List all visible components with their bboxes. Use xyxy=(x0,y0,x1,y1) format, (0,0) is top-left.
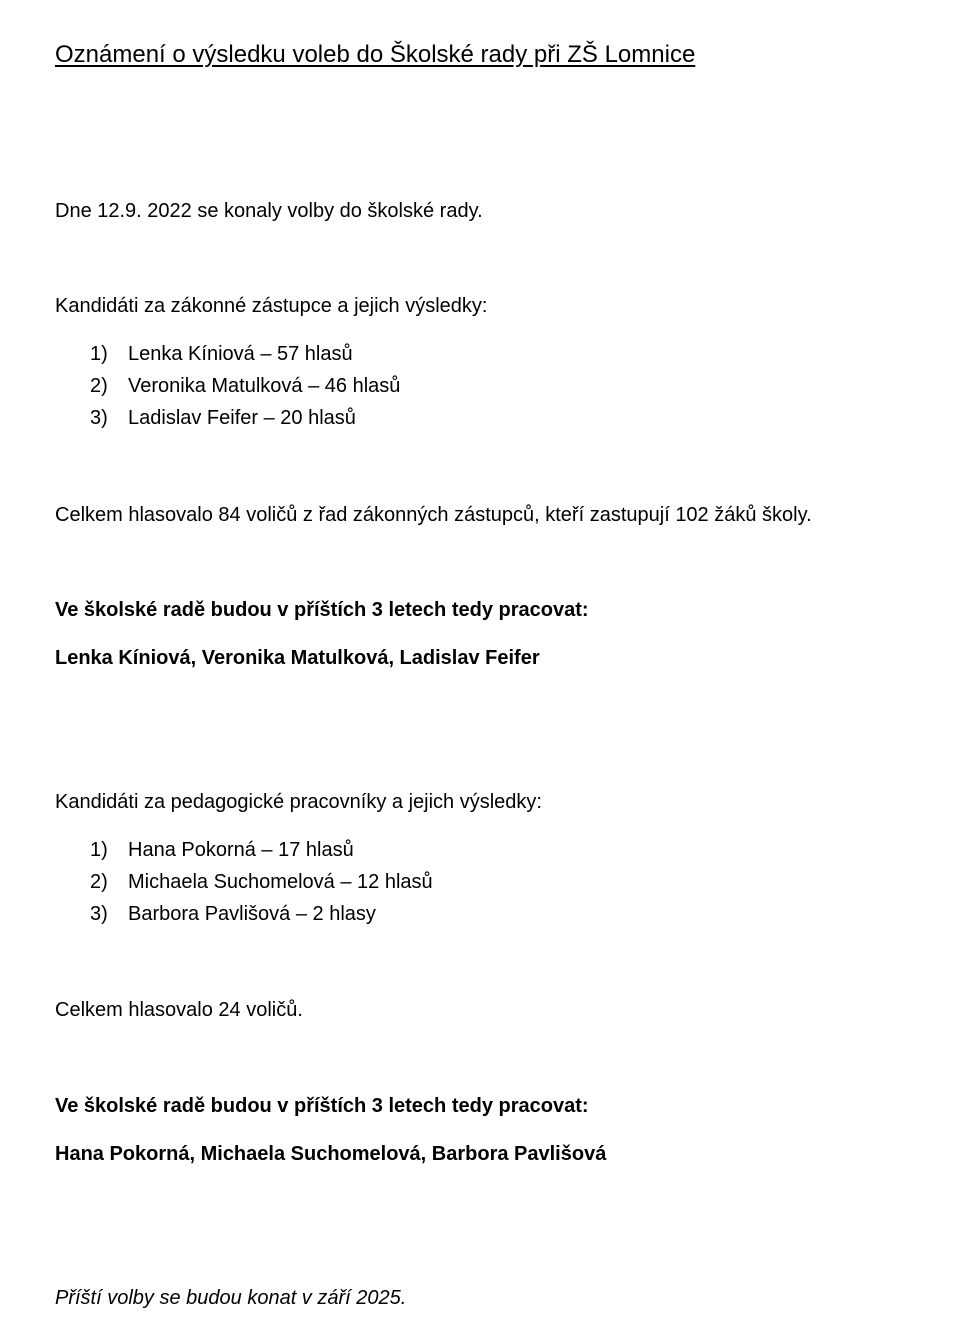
list-number: 2) xyxy=(90,375,108,397)
list-item xyxy=(90,405,356,431)
candidate-result: Barbora Pavlišová – 2 hlasy xyxy=(128,903,376,925)
list-number: 2) xyxy=(90,871,108,893)
list-number: 1) xyxy=(90,839,108,861)
list-item xyxy=(90,341,353,367)
page-title: Oznámení o výsledku voleb do Školské rady při ZŠ Lomnice xyxy=(55,41,696,68)
list-item xyxy=(90,869,433,895)
list-item xyxy=(90,373,400,399)
teachers-elected: Hana Pokorná, Michaela Suchomelová, Barbora Pavlišová xyxy=(55,1143,607,1165)
teachers-total: Celkem hlasovalo 24 voličů. xyxy=(55,999,303,1021)
footer-note: Příští volby se budou konat v září 2025. xyxy=(55,1287,407,1309)
candidate-result: Hana Pokorná – 17 hlasů xyxy=(128,839,354,861)
intro-text: Dne 12.9. 2022 se konaly volby do školské rady. xyxy=(55,200,483,222)
candidate-result: Lenka Kíniová – 57 hlasů xyxy=(128,343,353,365)
list-item xyxy=(90,837,354,863)
parents-result-heading: Ve školské radě budou v příštích 3 letech tedy pracovat: xyxy=(55,599,589,621)
list-number: 3) xyxy=(90,407,108,429)
parents-elected: Lenka Kíniová, Veronika Matulková, Ladislav Feifer xyxy=(55,647,540,669)
teachers-result-heading: Ve školské radě budou v příštích 3 letech tedy pracovat: xyxy=(55,1095,589,1117)
list-item xyxy=(90,901,376,927)
parents-heading: Kandidáti za zákonné zástupce a jejich výsledky: xyxy=(55,295,488,317)
candidate-result: Ladislav Feifer – 20 hlasů xyxy=(128,407,356,429)
teachers-heading: Kandidáti za pedagogické pracovníky a jejich výsledky: xyxy=(55,791,542,813)
candidate-result: Veronika Matulková – 46 hlasů xyxy=(128,375,401,397)
candidate-result: Michaela Suchomelová – 12 hlasů xyxy=(128,871,433,893)
list-number: 1) xyxy=(90,343,108,365)
list-number: 3) xyxy=(90,903,108,925)
parents-total: Celkem hlasovalo 84 voličů z řad zákonných zástupců, kteří zastupují 102 žáků školy. xyxy=(55,504,812,526)
